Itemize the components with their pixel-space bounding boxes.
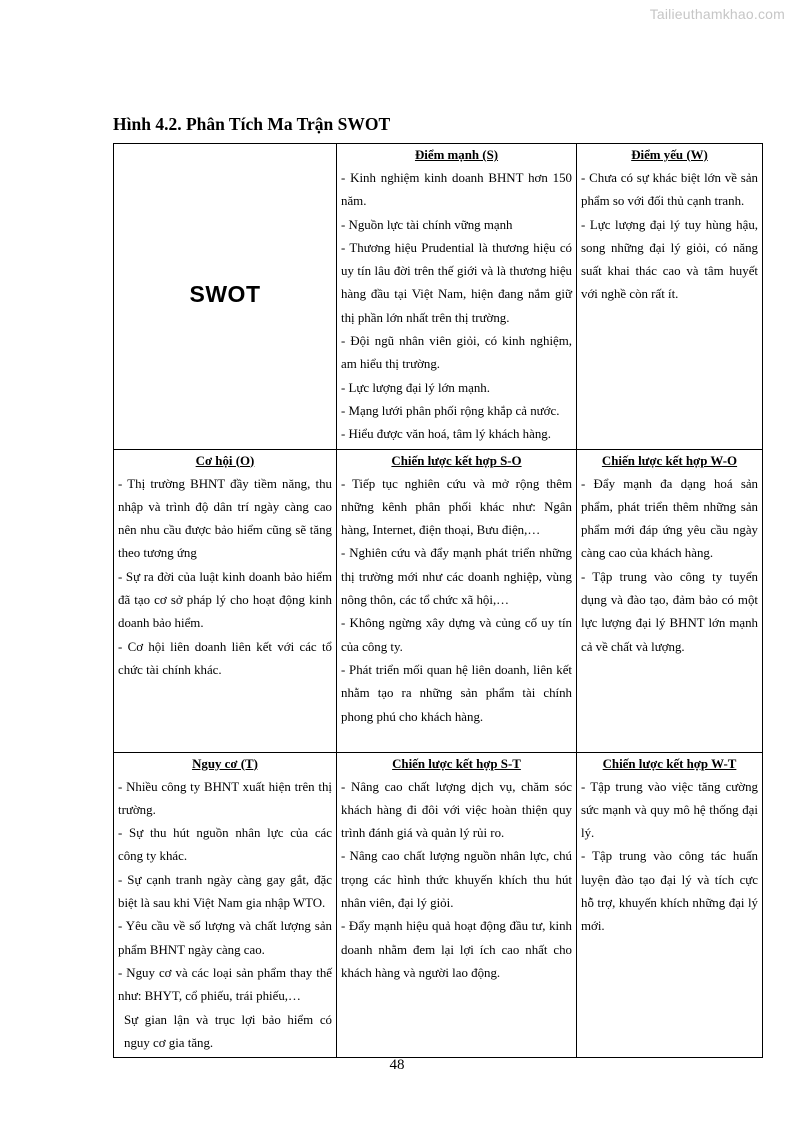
list-item: - Cơ hội liên doanh liên kết với các tổ chức tài chính khác. (118, 639, 332, 677)
list-item: - Đẩy mạnh đa dạng hoá sản phẩm, phát triển thêm những sản phẩm mới đáp ứng yêu cầu ngày càng cao của khách hàng. (581, 476, 758, 561)
list-item: - Nguồn lực tài chính vững mạnh (341, 217, 513, 232)
list-item: - Đẩy mạnh hiệu quả hoạt động đầu tư, kinh doanh nhằm đem lại lợi ích cao nhất cho khách hàng và người lao động. (341, 919, 572, 980)
opportunities-cell (114, 449, 337, 752)
list-item: - Sự thu hút nguồn nhân lực của các công ty khác. (118, 826, 332, 864)
wo-strategy-cell (577, 449, 763, 752)
list-item: - Phát triển mối quan hệ liên doanh, liên kết nhằm tạo ra những sản phẩm tài chính phong phú cho khách hàng. (341, 662, 572, 724)
list-item: - Hiểu được văn hoá, tâm lý khách hàng. (341, 427, 551, 442)
threats-header: Nguy cơ (T) (192, 756, 258, 771)
list-item: - Thương hiệu Prudential là thương hiệu có uy tín lâu đời trên thế giới và là thương hiệu hàng đầu tại Việt Nam, hiện đang nắm giữ thị phần lớn nhất trên thị trường. (341, 240, 572, 325)
list-item: - Tiếp tục nghiên cứu và mở rộng thêm những kênh phân phối khác như: Ngân hàng, Internet, điện thoại, Bưu điện,… (341, 476, 572, 538)
table-row-threats (114, 752, 763, 1058)
list-item: - Không ngừng xây dựng và củng cố uy tín của công ty. (341, 616, 572, 654)
list-item: - Yêu cầu về số lượng và chất lượng sản phẩm BHNT ngày càng cao. (118, 919, 332, 957)
list-item: - Nghiên cứu và đẩy mạnh phát triển những thị trường mới như các doanh nghiệp, vùng nông thôn, các tổ chức xã hội,… (341, 546, 572, 608)
opportunities-header: Cơ hội (O) (195, 453, 255, 468)
st-strategy-header: Chiến lược kết hợp S-T (392, 756, 521, 771)
table-row-opportunities (114, 449, 763, 752)
wt-strategy-cell (577, 752, 763, 1058)
swot-label-cell (114, 144, 337, 450)
list-item: - Lực lượng đại lý tuy hùng hậu, song những đại lý giỏi, có năng suất khai thác cao và tâm huyết với nghề còn rất ít. (581, 217, 758, 302)
list-item: - Thị trường BHNT đầy tiềm năng, thu nhập và trình độ dân trí ngày càng cao nên nhu cầu được bảo hiểm cũng sẽ tăng theo tương ứng (118, 476, 332, 561)
list-item: - Sự ra đời của luật kinh doanh bảo hiểm đã tạo cơ sở pháp lý cho hoạt động kinh doanh bảo hiểm. (118, 569, 332, 631)
list-item: Sự gian lận và trục lợi bảo hiểm có nguy cơ gia tăng. (124, 1012, 332, 1050)
strengths-header: Điểm mạnh (S) (414, 148, 499, 162)
weaknesses-header: Điểm yếu (W) (631, 148, 708, 162)
weaknesses-cell (577, 144, 763, 450)
watermark: Tailieuthamkhao.com (649, 6, 785, 22)
list-item: - Nâng cao chất lượng nguồn nhân lực, chú trọng các hình thức khuyến khích thu hút nhân viên, đại lý giỏi. (341, 849, 572, 911)
swot-matrix-table (113, 143, 763, 1058)
list-item: - Đội ngũ nhân viên giỏi, có kinh nghiệm, am hiểu thị trường. (341, 334, 572, 372)
wt-strategy-header: Chiến lược kết hợp W-T (602, 756, 737, 771)
page-number: 48 (389, 1057, 405, 1073)
list-item: - Lực lượng đại lý lớn mạnh. (341, 380, 490, 395)
list-item: - Nguy cơ và các loại sản phẩm thay thế như: BHYT, cổ phiếu, trái phiếu,… (118, 965, 332, 1004)
threats-cell (114, 752, 337, 1058)
list-item: - Tập trung vào công ty tuyển dụng và đào tạo, đảm bảo có một lực lượng đại lý BHNT lớn mạnh cả về chất và lượng. (581, 569, 758, 654)
list-item: - Tập trung vào công tác huấn luyện đào tạo đại lý và tích cực hỗ trợ, khuyến khích những đại lý mới. (581, 849, 758, 934)
list-item: - Mạng lưới phân phối rộng khắp cả nước. (341, 403, 560, 418)
list-item: - Kinh nghiệm kinh doanh BHNT hơn 150 năm. (341, 171, 572, 209)
figure-title: Hình 4.2. Phân Tích Ma Trận SWOT (113, 114, 391, 134)
so-strategy-cell (337, 449, 577, 752)
list-item: - Sự cạnh tranh ngày càng gay gắt, đặc biệt là sau khi Việt Nam gia nhập WTO. (118, 872, 332, 911)
list-item: - Tập trung vào việc tăng cường sức mạnh và quy mô hệ thống đại lý. (581, 779, 758, 841)
list-item: - Nâng cao chất lượng dịch vụ, chăm sóc khách hàng đi đôi với việc hoàn thiện quy trình đánh giá và quản lý rủi ro. (341, 779, 572, 841)
list-item: - Chưa có sự khác biệt lớn về sản phẩm so với đối thủ cạnh tranh. (581, 171, 758, 209)
list-item: - Nhiều công ty BHNT xuất hiện trên thị trường. (118, 779, 332, 817)
st-strategy-cell (337, 752, 577, 1058)
swot-label: SWOT (189, 281, 261, 308)
strengths-cell (337, 144, 577, 450)
wo-strategy-header: Chiến lược kết hợp W-O (601, 453, 738, 468)
table-row-header (114, 144, 763, 450)
so-strategy-header: Chiến lược kết hợp S-O (391, 453, 522, 468)
